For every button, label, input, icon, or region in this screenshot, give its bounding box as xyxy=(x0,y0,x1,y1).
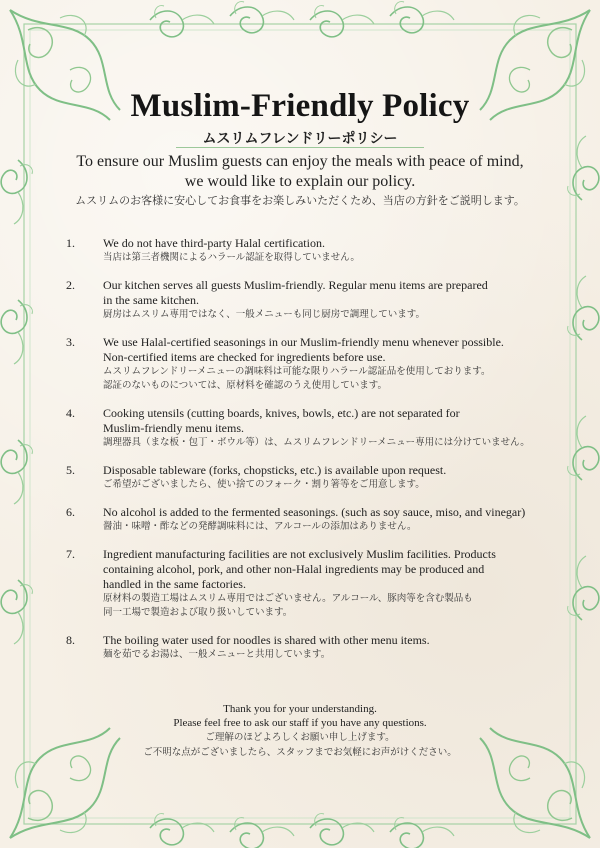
intro-section xyxy=(40,152,560,208)
closing-line-2: Please feel free to ask our staff if you have any questions. xyxy=(173,717,427,729)
policy-item-text-en: Muslim-friendly menu items. xyxy=(103,421,244,435)
closing-line-1: Thank you for your understanding. xyxy=(223,703,377,715)
policy-item-number: 6. xyxy=(66,505,75,519)
policy-item-text-ja: 醤油・味噌・酢などの発酵調味料には、アルコールの添加はありません。 xyxy=(103,522,417,532)
closing-section xyxy=(0,702,600,760)
policy-item xyxy=(66,406,576,450)
intro-line-2: we would like to explain our policy. xyxy=(184,173,416,190)
policy-item xyxy=(66,633,576,662)
policy-item-text-en: Ingredient manufacturing facilities are not exclusively Muslim facilities. Products xyxy=(103,547,496,561)
closing-ja-line-2: ご不明な点がございましたら、スタッフまでお気軽にお声がけください。 xyxy=(143,748,457,758)
policy-item-text-en: Disposable tableware (forks, chopsticks, etc.) is available upon request. xyxy=(103,463,447,477)
policy-item-text-en: The boiling water used for noodles is shared with other menu items. xyxy=(103,633,430,647)
policy-item-text-en: Non-certified items are checked for ingredients before use. xyxy=(103,350,386,364)
policy-item-text-ja: ムスリムフレンドリーメニューの調味料は可能な限りハラール認証品を使用しております。 xyxy=(103,367,491,377)
policy-item-number: 7. xyxy=(66,547,75,561)
policy-item-text-ja: ご希望がございましたら、使い捨てのフォーク・割り箸等をご用意します。 xyxy=(103,480,425,490)
policy-item xyxy=(66,547,576,620)
intro-ja: ムスリムのお客様に安心してお食事をお楽しみいただくため、当店の方針をご説明します。 xyxy=(75,195,525,207)
page-title: Muslim-Friendly Policy xyxy=(130,88,470,124)
policy-item-text-ja: 麺を茹でるお湯は、一般メニューと共用しています。 xyxy=(103,650,331,660)
policy-item-number: 5. xyxy=(66,463,75,477)
policy-item xyxy=(66,463,576,492)
policy-item-number: 2. xyxy=(66,278,75,292)
policy-item xyxy=(66,278,576,322)
closing-ja-line-1: ご理解のほどよろしくお願い申し上げます。 xyxy=(205,733,395,743)
policy-item-text-en: Our kitchen serves all guests Muslim-friendly. Regular menu items are prepared xyxy=(103,278,488,292)
policy-item-text-en: Cooking utensils (cutting boards, knives, bowls, etc.) are not separated for xyxy=(103,406,460,420)
policy-item-text-en: No alcohol is added to the fermented seasonings. (such as soy sauce, miso, and vinegar) xyxy=(103,505,526,519)
policy-item-text-ja: 同一工場で製造および取り扱いしています。 xyxy=(103,608,293,618)
policy-item-number: 8. xyxy=(66,633,75,647)
policy-item-text-ja: 調理器具（まな板・包丁・ボウル等）は、ムスリムフレンドリーメニュー専用には分けていません。 xyxy=(103,438,530,448)
policy-item xyxy=(66,236,576,265)
policy-item-text-ja: 厨房はムスリム専用ではなく、一般メニューも同じ厨房で調理しています。 xyxy=(103,310,426,320)
policy-item-text-ja: 当店は第三者機関によるハラール認証を取得していません。 xyxy=(103,253,360,263)
policy-list xyxy=(66,236,576,675)
policy-item-text-en: We do not have third-party Halal certification. xyxy=(103,236,325,250)
policy-item-text-ja: 認証のないものについては、原材料を確認のうえ使用しています。 xyxy=(103,381,388,391)
policy-item-text-en: in the same kitchen. xyxy=(103,293,199,307)
policy-item xyxy=(66,505,576,534)
policy-item-number: 1. xyxy=(66,236,75,250)
policy-item-text-en: handled in the same factories. xyxy=(103,577,246,591)
policy-item-text-en: containing alcohol, pork, and other non-Halal ingredients may be produced and xyxy=(103,562,485,576)
intro-line-1: To ensure our Muslim guests can enjoy the meals with peace of mind, xyxy=(76,153,524,170)
policy-item-number: 4. xyxy=(66,406,75,420)
policy-item-text-en: We use Halal-certified seasonings in our Muslim-friendly menu whenever possible. xyxy=(103,335,504,349)
policy-item xyxy=(66,335,576,393)
page-subtitle-ja: ムスリムフレンドリーポリシー xyxy=(202,132,398,147)
policy-item-text-ja: 原材料の製造工場はムスリム専用ではございません。アルコール、豚肉等を含む製品も xyxy=(103,594,473,604)
policy-item-number: 3. xyxy=(66,335,75,349)
title-divider xyxy=(176,147,424,148)
